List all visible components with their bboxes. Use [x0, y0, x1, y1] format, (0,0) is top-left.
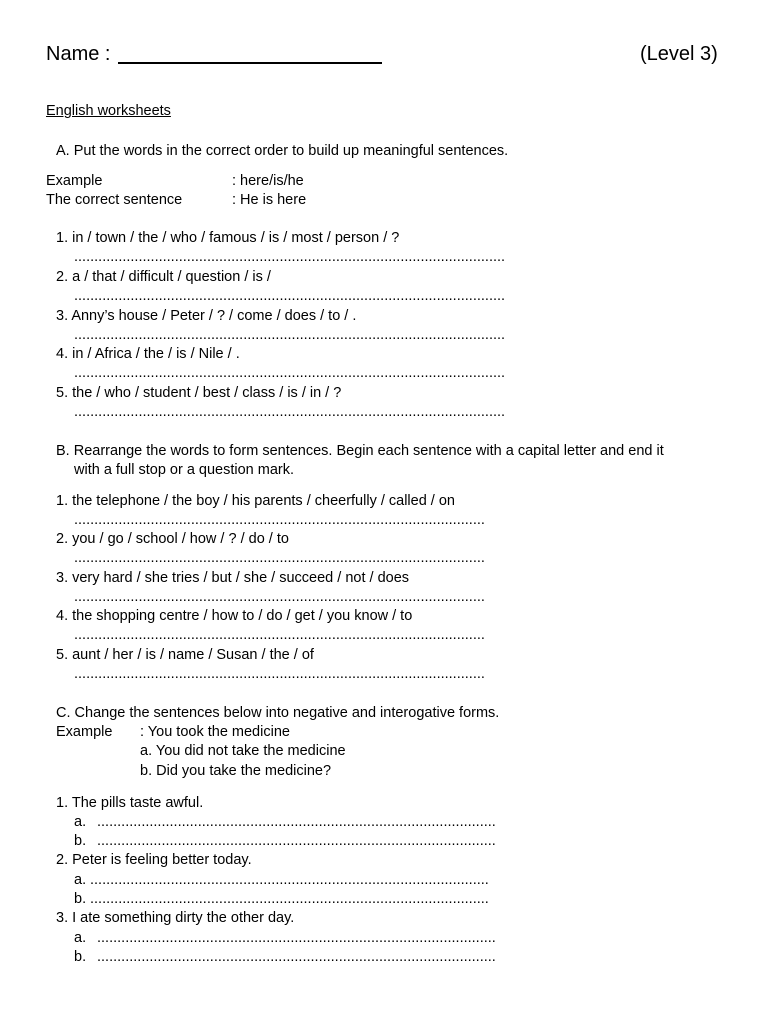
section-b-answer-line-3[interactable]: ......................................................................................................: [74, 589, 485, 605]
section-b-item-1: 1. the telephone / the boy / his parents / cheerfully / called / on: [56, 493, 455, 509]
section-b-item-2: 2. you / go / school / how / ? / do / to: [56, 531, 289, 547]
section-c-example-label: Example: [56, 724, 113, 740]
name-blank-line[interactable]: [118, 62, 382, 64]
section-c-example-a: a. You did not take the medicine: [140, 743, 346, 759]
section-a-item-1: 1. in / town / the / who / famous / is / most / person / ?: [56, 230, 400, 246]
section-c-item-2-a-label: a.: [74, 872, 87, 888]
section-a-item-5: 5. the / who / student / best / class / is / in / ?: [56, 385, 342, 401]
section-b-answer-line-1[interactable]: ......................................................................................................: [74, 512, 485, 528]
section-c-item-2-b-line[interactable]: ...................................................................................................: [90, 891, 489, 907]
section-a-answer-line-4[interactable]: ...........................................................................................................: [74, 365, 506, 381]
section-c-item-3: 3. I ate something dirty the other day.: [56, 910, 295, 926]
section-b-item-5: 5. aunt / her / is / name / Susan / the / of: [56, 647, 314, 663]
section-b-answer-line-4[interactable]: ......................................................................................................: [74, 627, 485, 643]
section-b-answer-line-2[interactable]: ......................................................................................................: [74, 550, 485, 566]
section-c-item-3-b-label: b.: [74, 949, 87, 965]
section-a-answer-line-3[interactable]: ...........................................................................................................: [74, 327, 506, 343]
section-c-item-3-a-line[interactable]: ...................................................................................................: [97, 930, 496, 946]
section-b-answer-line-5[interactable]: ......................................................................................................: [74, 666, 485, 682]
section-c-item-1-b-line[interactable]: ...................................................................................................: [97, 833, 496, 849]
section-c-example-b: b. Did you take the medicine?: [140, 763, 332, 779]
section-c-instruction: C. Change the sentences below into negative and interogative forms.: [56, 705, 500, 721]
section-a-item-3: 3. Anny’s house / Peter / ? / come / does / to / .: [56, 308, 357, 324]
section-a-example-label: Example: [46, 173, 103, 189]
section-a-instruction: A. Put the words in the correct order to build up meaningful sentences.: [56, 143, 509, 159]
section-a-answer-line-1[interactable]: ...........................................................................................................: [74, 249, 506, 265]
section-c-item-3-a-label: a.: [74, 930, 87, 946]
section-a-example-value: : here/is/he: [232, 173, 304, 189]
section-b-instruction-line-2: with a full stop or a question mark.: [74, 462, 295, 478]
section-a-answer-line-2[interactable]: ...........................................................................................................: [74, 288, 506, 304]
section-b-item-3: 3. very hard / she tries / but / she / succeed / not / does: [56, 570, 410, 586]
section-a-correct-label: The correct sentence: [46, 192, 183, 208]
section-a-item-4: 4. in / Africa / the / is / Nile / .: [56, 346, 240, 362]
section-c-example-value: : You took the medicine: [140, 724, 290, 740]
section-c-item-1-a-label: a.: [74, 814, 87, 830]
section-c-item-3-b-line[interactable]: ...................................................................................................: [97, 949, 496, 965]
section-a-answer-line-5[interactable]: ...........................................................................................................: [74, 404, 506, 420]
section-c-item-1-b-label: b.: [74, 833, 87, 849]
section-c-item-2-b-label: b.: [74, 891, 87, 907]
section-b-instruction-line-1: B. Rearrange the words to form sentences. Begin each sentence with a capital letter and end it: [56, 443, 664, 459]
name-label: Name :: [46, 43, 111, 65]
section-c-item-1-a-line[interactable]: ...................................................................................................: [97, 814, 496, 830]
section-a-item-2: 2. a / that / difficult / question / is /: [56, 269, 271, 285]
level-label: (Level 3): [640, 43, 718, 65]
section-c-item-2: 2. Peter is feeling better today.: [56, 852, 252, 868]
section-c-item-2-a-line[interactable]: ...................................................................................................: [90, 872, 489, 888]
section-c-item-1: 1. The pills taste awful.: [56, 795, 204, 811]
section-b-item-4: 4. the shopping centre / how to / do / get / you know / to: [56, 608, 413, 624]
section-a-correct-value: : He is here: [232, 192, 307, 208]
worksheet-title: English worksheets: [46, 103, 171, 119]
